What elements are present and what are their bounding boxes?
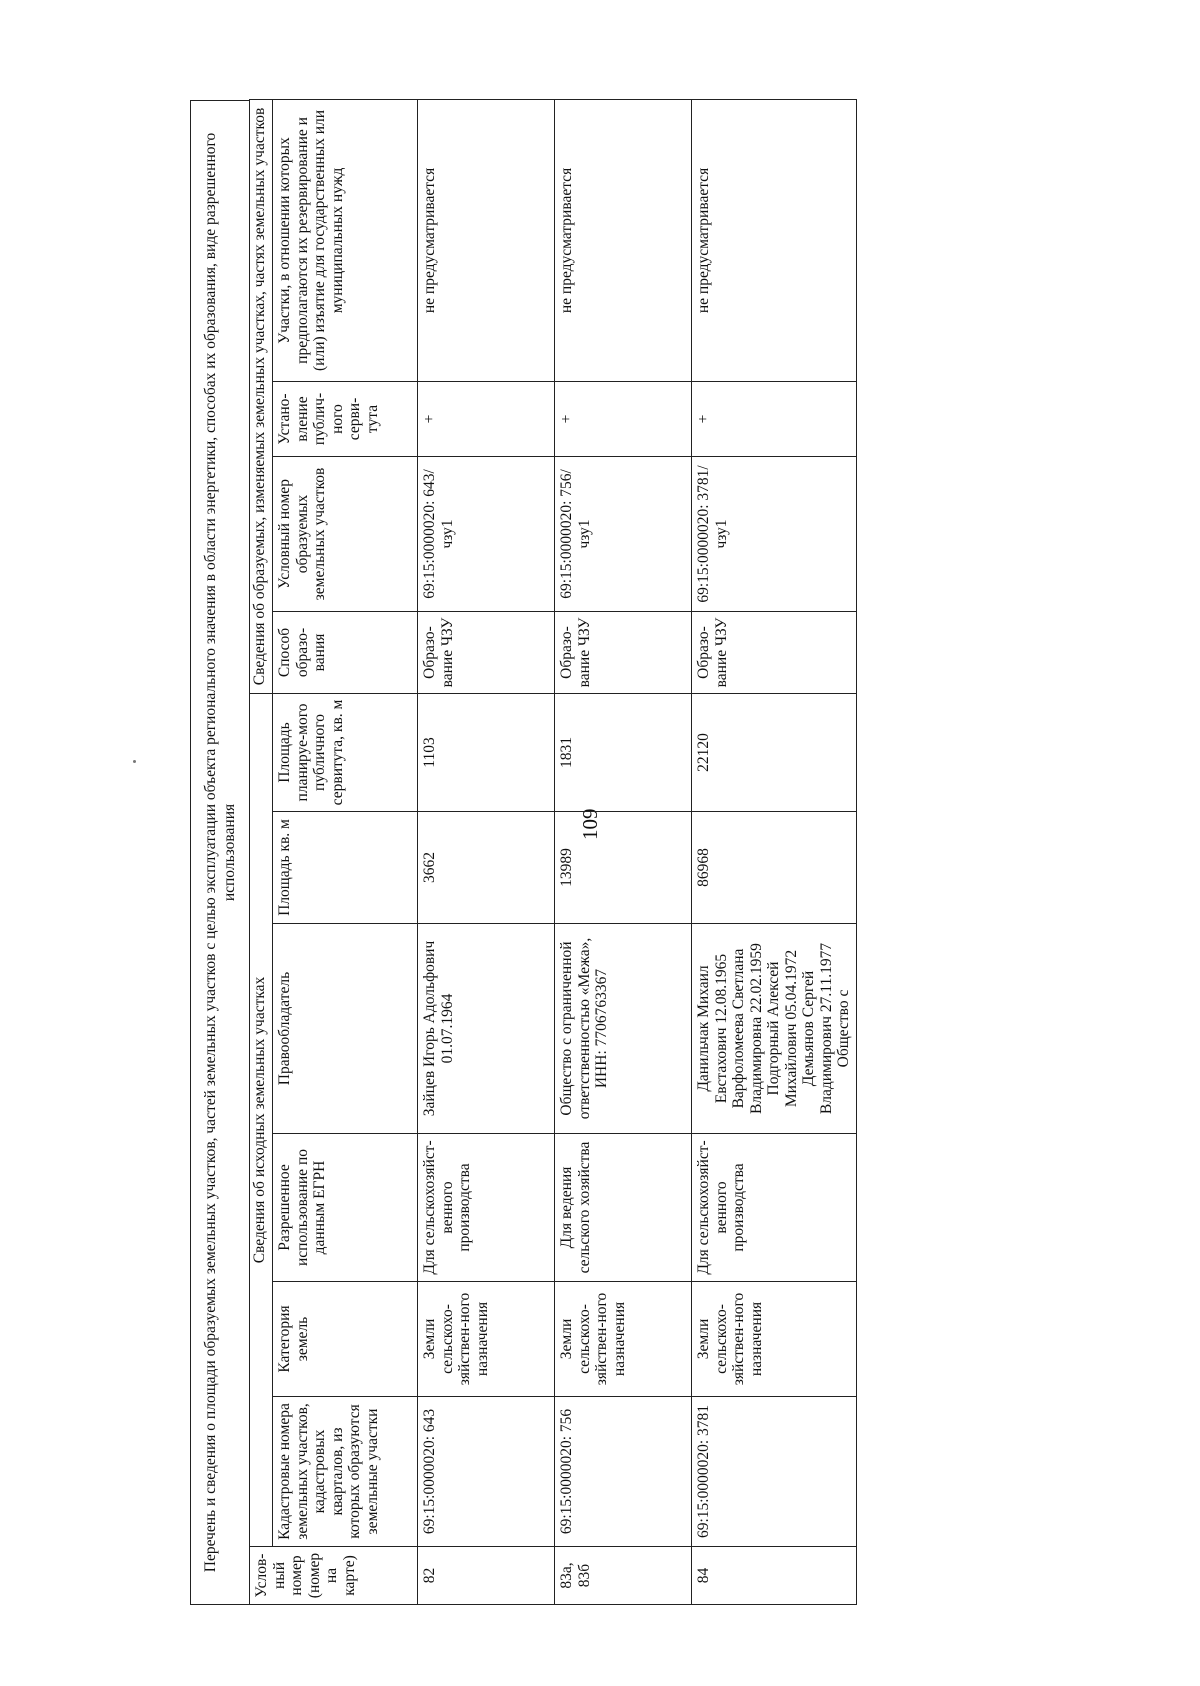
table-row bbox=[692, 99, 857, 1604]
cell-area: 13989 bbox=[555, 812, 692, 924]
table-row bbox=[555, 99, 692, 1604]
col-header-servitude-area: Площадь планируе-мого публичного сервитута, кв. м bbox=[273, 693, 418, 811]
cell-public-servitude: + bbox=[692, 381, 857, 456]
cell-num: 83а, 83б bbox=[555, 1547, 692, 1605]
cell-method: Образо-вание ЧЗУ bbox=[692, 611, 857, 693]
cell-servitude-area: 22120 bbox=[692, 693, 857, 811]
cell-servitude-area: 1103 bbox=[418, 693, 555, 811]
cell-area: 3662 bbox=[418, 812, 555, 924]
col-header-usage: Разрешенное использование по данным ЕГРН bbox=[273, 1134, 418, 1282]
cell-owner: Данильчак Михаил Евстахович 12.08.1965 Варфоломеева Светлана Владимировна 22.02.1959 Подгорный Алексей Михайлович 05.04.1972 Демьянов Сергей Владимирович 27.11.1977 Общество с bbox=[692, 924, 857, 1134]
cell-method: Образо-вание ЧЗУ bbox=[555, 611, 692, 693]
table-row bbox=[418, 99, 555, 1604]
col-header-area: Площадь кв. м bbox=[273, 812, 418, 924]
scan-speck bbox=[133, 760, 136, 763]
col-header-public-servitude: Устано-вление публич-ного серви-тута bbox=[273, 381, 418, 456]
page-number: 109 bbox=[578, 808, 602, 840]
cell-public-servitude: + bbox=[418, 381, 555, 456]
cell-area: 86968 bbox=[692, 812, 857, 924]
col-header-method: Способ образо-вания bbox=[273, 611, 418, 693]
col-header-num: Услов-ный номер (номер на карте) bbox=[250, 1547, 418, 1605]
cell-new-number: 69:15:0000020: 756/чзу1 bbox=[555, 456, 692, 611]
cell-owner: Общество с ограниченной ответственностью «Межа», ИНН: 7706763367 bbox=[555, 924, 692, 1134]
cell-cadastral: 69:15:0000020: 3781 bbox=[692, 1397, 857, 1547]
cell-usage: Для сельскохозяйст-венного производства bbox=[692, 1134, 857, 1282]
cell-reservation: не предусматривается bbox=[418, 99, 555, 381]
table-title: Перечень и сведения о площади образуемых земельных участков, частей земельных участков с целью эксплуатации объекта регионального значения в области энергетики, способах их образования, виде разрешенного использования bbox=[190, 100, 249, 1605]
col-header-category: Категория земель bbox=[273, 1282, 418, 1397]
cell-usage: Для ведения сельского хозяйства bbox=[555, 1134, 692, 1282]
cell-cadastral: 69:15:0000020: 643 bbox=[418, 1397, 555, 1547]
group-header-formed: Сведения об образуемых, изменяемых земельных участках, частях земельных участков bbox=[250, 99, 273, 693]
cell-public-servitude: + bbox=[555, 381, 692, 456]
group-header-source: Сведения об исходных земельных участках bbox=[250, 693, 273, 1546]
cell-usage: Для сельскохозяйст-венного производства bbox=[418, 1134, 555, 1282]
cell-category: Земли сельскохо-зяйствен-ного назначения bbox=[418, 1282, 555, 1397]
cell-reservation: не предусматривается bbox=[692, 99, 857, 381]
cell-num: 82 bbox=[418, 1547, 555, 1605]
cell-num: 84 bbox=[692, 1547, 857, 1605]
col-header-new-number: Условный номер образуемых земельных участков bbox=[273, 456, 418, 611]
cell-new-number: 69:15:0000020: 643/чзу1 bbox=[418, 456, 555, 611]
cell-method: Образо-вание ЧЗУ bbox=[418, 611, 555, 693]
col-header-reservation: Участки, в отношении которых предполагаются их резервирование и (или) изъятие для государственных или муниципальных нужд bbox=[273, 99, 418, 381]
cell-cadastral: 69:15:0000020: 756 bbox=[555, 1397, 692, 1547]
cell-servitude-area: 1831 bbox=[555, 693, 692, 811]
cell-owner: Зайцев Игорь Адольфович 01.07.1964 bbox=[418, 924, 555, 1134]
cell-reservation: не предусматривается bbox=[555, 99, 692, 381]
cell-category: Земли сельскохо-зяйствен-ного назначения bbox=[692, 1282, 857, 1397]
land-plots-table bbox=[249, 99, 857, 1605]
col-header-cadastral: Кадастровые номера земельных участков, кадастровых кварталов, из которых образуются земельные участки bbox=[273, 1397, 418, 1547]
col-header-owner: Правообладатель bbox=[273, 924, 418, 1134]
rotated-table-sheet bbox=[190, 100, 1120, 1605]
cell-new-number: 69:15:0000020: 3781/чзу1 bbox=[692, 456, 857, 611]
cell-category: Земли сельскохо-зяйствен-ного назначения bbox=[555, 1282, 692, 1397]
